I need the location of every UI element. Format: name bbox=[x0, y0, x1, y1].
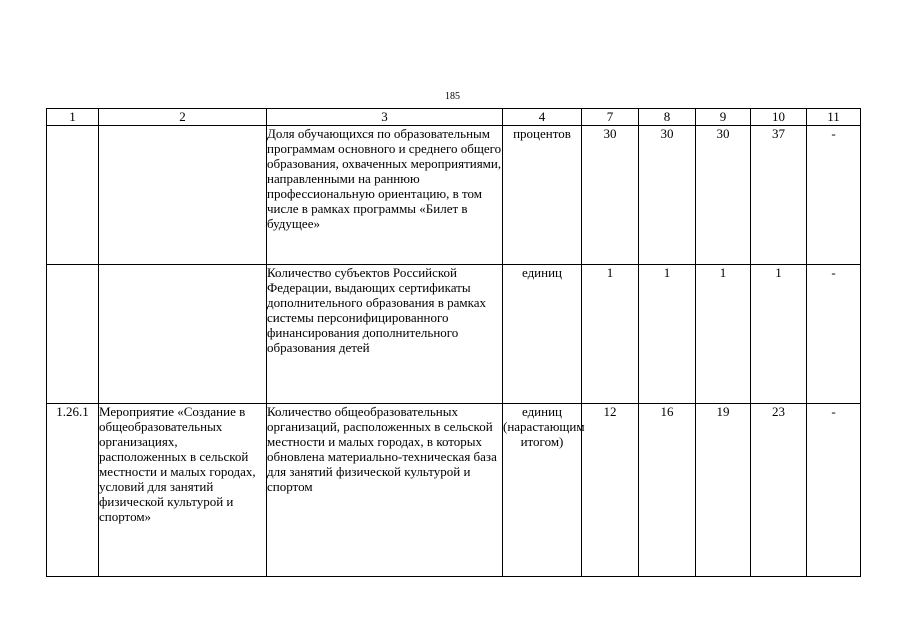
table-row bbox=[47, 404, 861, 577]
page-number: 185 bbox=[445, 91, 460, 102]
row-id-cell: 1.26.1 bbox=[47, 404, 99, 577]
column-header: 7 bbox=[582, 109, 639, 126]
column-header: 10 bbox=[751, 109, 807, 126]
value-cell-10: 1 bbox=[751, 265, 807, 404]
row-id-cell bbox=[47, 265, 99, 404]
value-cell-11: - bbox=[807, 404, 861, 577]
value-cell-7: 12 bbox=[582, 404, 639, 577]
value-cell-7: 1 bbox=[582, 265, 639, 404]
column-header: 3 bbox=[267, 109, 503, 126]
column-header: 8 bbox=[639, 109, 696, 126]
value-cell-10: 23 bbox=[751, 404, 807, 577]
value-cell-9: 19 bbox=[696, 404, 751, 577]
value-cell-8: 30 bbox=[639, 126, 696, 265]
indicator-cell: Количество субъектов Российской Федерации, выдающих сертификаты дополнительного образования в рамках системы персонифицированного финансирования дополнительного образования детей bbox=[267, 265, 503, 404]
column-header: 1 bbox=[47, 109, 99, 126]
column-header: 4 bbox=[503, 109, 582, 126]
value-cell-10: 37 bbox=[751, 126, 807, 265]
value-cell-11: - bbox=[807, 126, 861, 265]
column-header: 2 bbox=[99, 109, 267, 126]
table-header-row bbox=[47, 109, 861, 126]
activity-cell: Мероприятие «Создание в общеобразовательных организациях, расположенных в сельской местности и малых городах, условий для занятий физической культурой и спортом» bbox=[99, 404, 267, 577]
column-header: 9 bbox=[696, 109, 751, 126]
value-cell-11: - bbox=[807, 265, 861, 404]
unit-cell: единиц (нарастающим итогом) bbox=[503, 404, 582, 577]
activity-cell bbox=[99, 265, 267, 404]
activity-cell bbox=[99, 126, 267, 265]
value-cell-9: 1 bbox=[696, 265, 751, 404]
indicator-cell: Количество общеобразовательных организаций, расположенных в сельской местности и малых городах, в которых обновлена материально-техническая база для занятий физической культурой и спортом bbox=[267, 404, 503, 577]
table-row bbox=[47, 126, 861, 265]
table-row bbox=[47, 265, 861, 404]
unit-cell: процентов bbox=[503, 126, 582, 265]
value-cell-7: 30 bbox=[582, 126, 639, 265]
indicator-cell: Доля обучающихся по образовательным программам основного и среднего общего образования, охваченных мероприятиями, направленными на раннюю профессиональную ориентацию, в том числе в рамках программы «Билет в будущее» bbox=[267, 126, 503, 265]
unit-cell: единиц bbox=[503, 265, 582, 404]
row-id-cell bbox=[47, 126, 99, 265]
indicators-table bbox=[46, 108, 861, 577]
value-cell-8: 1 bbox=[639, 265, 696, 404]
column-header: 11 bbox=[807, 109, 861, 126]
value-cell-9: 30 bbox=[696, 126, 751, 265]
value-cell-8: 16 bbox=[639, 404, 696, 577]
